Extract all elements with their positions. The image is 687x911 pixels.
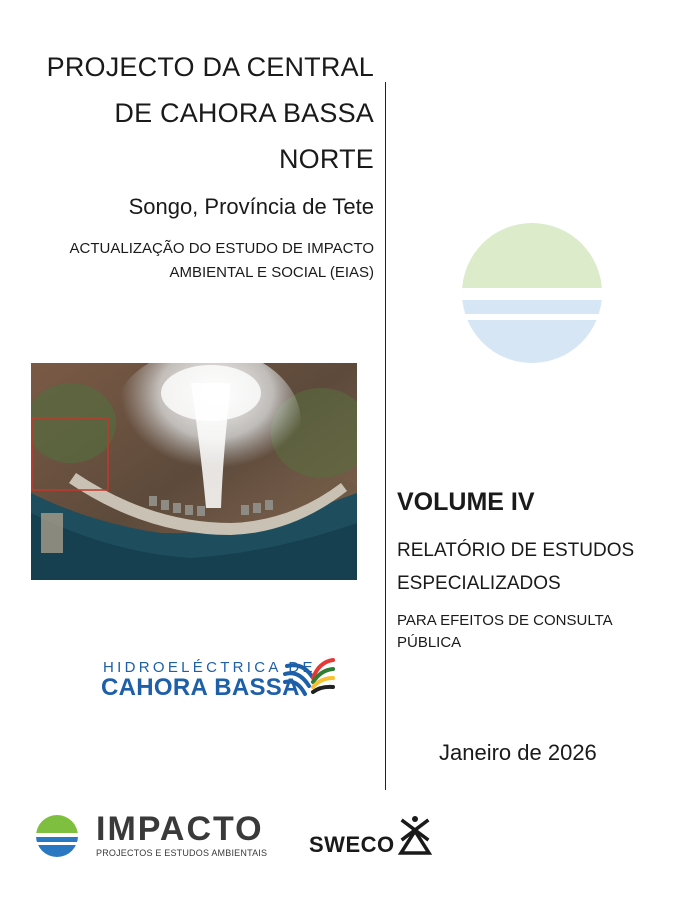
report-title-line-1: RELATÓRIO DE ESTUDOS <box>397 540 635 561</box>
impacto-logo-icon <box>35 814 80 858</box>
hcb-logo-icon <box>283 656 335 698</box>
impacto-logo-tagline: PROJECTOS E ESTUDOS AMBIENTAIS <box>96 848 268 858</box>
purpose-note-line-2: PÚBLICA <box>397 634 462 651</box>
study-title-line-2: AMBIENTAL E SOCIAL (EIAS) <box>169 264 374 281</box>
project-location: Songo, Província de Tete <box>128 194 374 219</box>
impacto-logo-name: IMPACTO <box>96 810 264 848</box>
sweco-logo-icon <box>397 813 433 857</box>
volume-title: VOLUME IV <box>397 488 535 516</box>
project-title-line-1: PROJECTO DA CENTRAL <box>46 52 374 82</box>
report-title-line-2: ESPECIALIZADOS <box>397 573 561 594</box>
hcb-logo-line-2: CAHORA BASSA <box>101 674 300 701</box>
purpose-note <box>397 610 667 654</box>
study-title <box>0 237 374 285</box>
vertical-divider <box>385 82 386 790</box>
sweco-logo-name: SWECO <box>309 832 395 857</box>
project-title-line-3: NORTE <box>278 144 374 174</box>
dam-aerial-photo <box>31 363 357 580</box>
purpose-note-line-1: PARA EFEITOS DE CONSULTA <box>397 612 613 629</box>
watermark-logo-icon <box>460 222 605 364</box>
hcb-logo-line-1: HIDROELÉCTRICA DE <box>103 659 316 676</box>
project-title-line-2: DE CAHORA BASSA <box>114 98 374 128</box>
report-title <box>397 534 677 600</box>
publication-date: Janeiro de 2026 <box>439 740 597 765</box>
study-title-line-1: ACTUALIZAÇÃO DO ESTUDO DE IMPACTO <box>69 240 374 257</box>
